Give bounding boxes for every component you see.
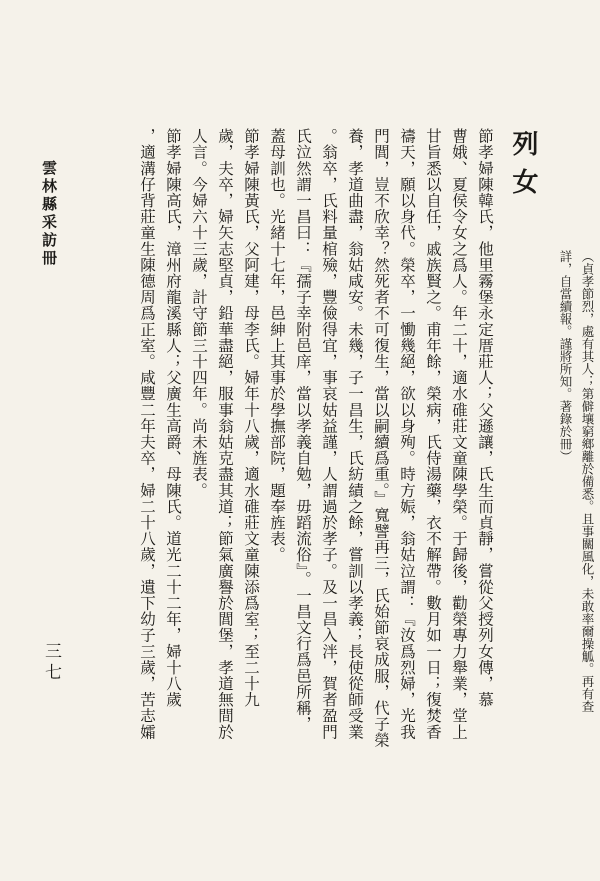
- note-line: 詳，自當續報。謹將所知。著錄於冊）: [558, 250, 573, 463]
- text-column: 人言。今婦六十三歲，計守節三十四年。尚未旌表。: [190, 128, 208, 499]
- section-notes: [548, 250, 598, 850]
- text-column: 節孝婦陳黃氏，父阿建，母李氏。婦年十八歲，適水碓莊文童陳添爲室；至二十九: [242, 128, 260, 708]
- text-column: 門閭，豈不欣幸？然死者不可復生，當以嗣續爲重。』寬譬再三，氏始節哀成服，代子榮: [372, 128, 390, 749]
- note-line: （貞孝節烈，處有其人；第僻壤窮鄉離於備悉。且事關風化，未敢率爾操觚。再有查: [580, 250, 595, 713]
- body-text: [93, 128, 498, 863]
- text-column: 蓋母訓也。光緒十七年，邑紳上其事於學撫部院，題奉旌表。: [268, 128, 286, 563]
- text-column: 甘旨悉以自任，戚族賢之。甫年餘，榮病，氏侍湯藥，衣不解帶。數月如一日；復焚香: [424, 128, 442, 740]
- text-column: 氏泣然謂一昌曰：『孺子幸附邑庠，當以孝義自勉，毋蹈流俗』。一昌文行爲邑所稱，: [294, 128, 312, 733]
- page-number: 三七: [41, 642, 61, 684]
- text-column: ，適溝仔背莊童生陳德周爲正室。咸豐二年夫卒，婦二十八歲，遺下幼子三歲，苦志孀: [138, 128, 156, 740]
- text-column: 禱天，願以身代。榮卒，一慟幾絕，欲以身殉。時方娠，翁姑泣謂：『汝爲烈婦，光我: [398, 128, 416, 740]
- text-column: 養，孝道曲盡，翁姑咸安。未幾，子一昌生，氏紡績之餘，嘗訓以孝義；長使從師受業: [346, 128, 364, 740]
- text-column: 。翁卒，氏料量棺殮，豐儉得宜，事哀姑益謹，人謂過於孝子。及一昌入泮，賀者盈門: [320, 128, 338, 740]
- section-title: 列女: [508, 130, 538, 206]
- text-column: 曹娥、夏侯令女之爲人。年二十，適水碓莊文童陳學榮。于歸後，勸榮專力舉業，堂上: [450, 128, 468, 740]
- text-column: 歲，夫卒，婦矢志堅貞，鉛華盡絕，服事翁姑克盡其道；節氣廣譽於閭堡，孝道無間於: [216, 128, 234, 740]
- text-column: 節孝婦陳高氏，漳州府龍溪縣人；父廣生高爵、母陳氏。道光二十二年，婦十八歲: [164, 128, 182, 708]
- text-column: 節孝婦陳韓氏，他里霧堡永定厝莊人；父遜讓，氏生而貞靜，嘗從父授列女傳，慕: [476, 128, 494, 708]
- book-title: 雲林縣采訪冊: [40, 160, 58, 268]
